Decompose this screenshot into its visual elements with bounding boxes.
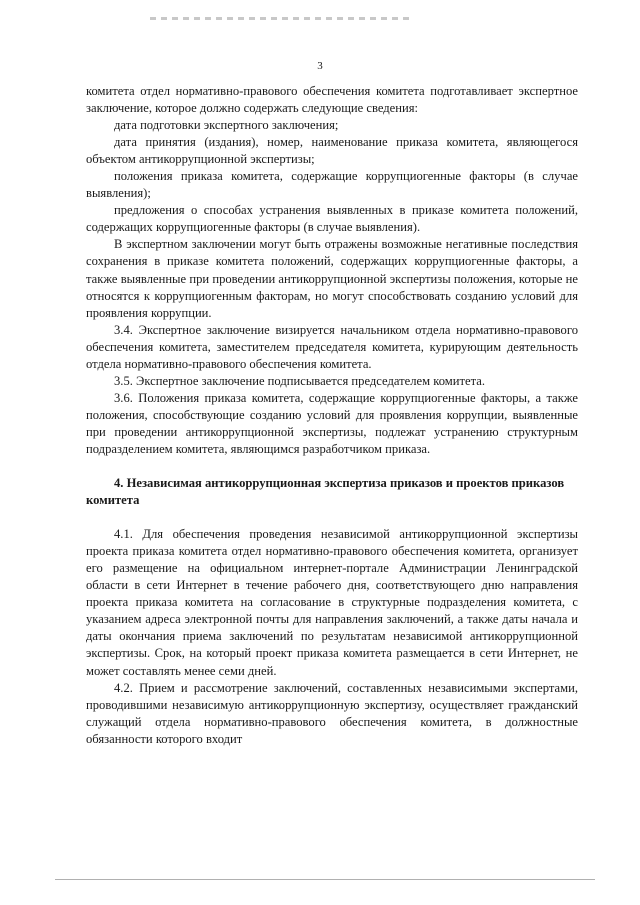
paragraph: дата принятия (издания), номер, наименование приказа комитета, являющегося объектом антикоррупционной экспертизы; [86,135,578,167]
paragraph: В экспертном заключении могут быть отражены возможные негативные последствия сохранения в приказе комитета положений, содержащих коррупциогенные факторы, а также выявленные при проведении антикоррупционной экспертизы положения, которые не относятся к коррупциогенным факторам, но могут способствовать созданию условий для проявления коррупции. [86,237,578,320]
paragraph: 3.5. Экспертное заключение подписывается председателем комитета. [114,373,485,388]
paragraph: 3.4. Экспертное заключение визируется начальником отдела нормативно-правового обеспечения комитета, заместителем председателя комитета, курирующим деятельность отдела нормативно-правового обеспечения комитета. [86,322,578,371]
scan-artifact-top [150,17,410,20]
page-number: 3 [317,60,323,72]
paragraph: 4.1. Для обеспечения проведения независимой антикоррупционной экспертизы проекта приказа комитета отдел нормативно-правового обеспечения комитета, организует его размещение на официальном интернет-портале Администрации Ленинградской области в сети Интернет в течение рабочего дня, соответствующего дню направления проекта приказа комитета на согласование в структурные подразделения комитета, с указанием адреса электронной почты для направления заключений, а также даты начала и даты окончания приема заключений по результатам независимой антикоррупционной экспертизы. Срок, на который проект приказа комитета размещается в сети Интернет, не может составлять менее семи дней. [86,527,578,678]
paragraph: 4.2. Прием и рассмотрение заключений, составленных независимыми экспертами, проводившими независимую антикоррупционную экспертизу, осуществляет гражданский служащий отдела нормативно-правового обеспечения комитета, в должностные обязанности которого входит [86,680,578,746]
paragraph: 3.6. Положения приказа комитета, содержащие коррупциогенные факторы, а также положения, способствующие созданию условий для проявления коррупции, выявленные при проведении антикоррупционной экспертизы, подлежат устранению структурным подразделением комитета, являющимся разработчиком приказа. [86,390,578,456]
paragraph: предложения о способах устранения выявленных в приказе комитета положений, содержащих коррупциогенные факторы (в случае выявления). [86,203,578,235]
paragraph: положения приказа комитета, содержащие коррупциогенные факторы (в случае выявления); [86,169,578,201]
spacer [86,458,578,475]
scan-artifact-bottom [55,879,595,880]
paragraph: комитета отдел нормативно-правового обеспечения комитета подготавливает экспертное заключение, которое должно содержать следующие сведения: [86,84,578,116]
paragraph: дата подготовки экспертного заключения; [114,118,339,133]
section-heading: 4. Независимая антикоррупционная экспертиза приказов и проектов приказов комитета [86,476,565,508]
spacer [86,509,578,526]
document-body [86,83,578,748]
